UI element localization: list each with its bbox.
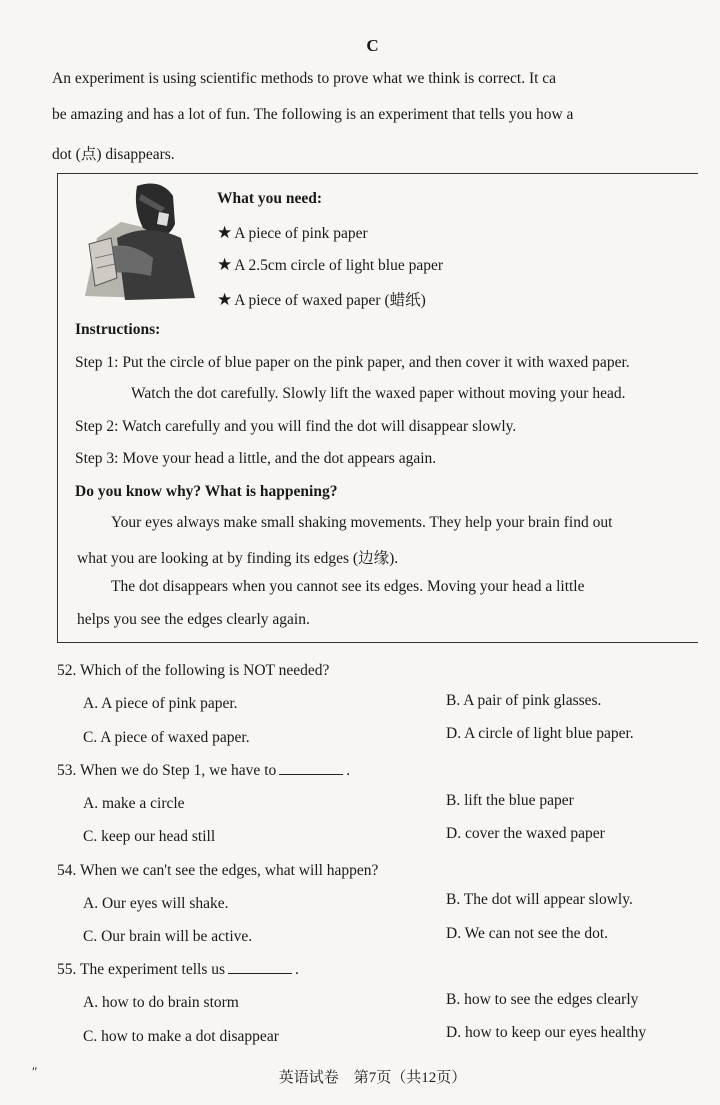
- question-55-option-c[interactable]: C. how to make a dot disappear: [83, 1028, 279, 1045]
- instructions-heading: Instructions:: [75, 321, 161, 338]
- question-53-stem: 53. When we do Step 1, we have to .: [57, 762, 351, 779]
- need-item: ★ A piece of pink paper: [217, 223, 368, 242]
- question-55-option-a[interactable]: A. how to do brain storm: [83, 994, 239, 1011]
- question-52-option-c[interactable]: C. A piece of waxed paper.: [83, 729, 250, 746]
- question-52-option-d[interactable]: D. A circle of light blue paper.: [446, 725, 634, 742]
- page-footer: 英语试卷 第7页（共12页）: [278, 1070, 467, 1086]
- question-53-option-d[interactable]: D. cover the waxed paper: [446, 825, 605, 842]
- question-54-option-c[interactable]: C. Our brain will be active.: [83, 928, 253, 945]
- answer-blank[interactable]: [279, 762, 343, 775]
- question-55-option-d[interactable]: D. how to keep our eyes healthy: [446, 1024, 647, 1041]
- question-54-option-d[interactable]: D. We can not see the dot.: [446, 925, 609, 942]
- question-53-option-b[interactable]: B. lift the blue paper: [446, 792, 574, 809]
- need-item: ★ A 2.5cm circle of light blue paper: [217, 255, 444, 274]
- intro-line: dot (点) disappears.: [52, 146, 175, 163]
- star-icon: ★: [217, 290, 233, 309]
- intro-line: be amazing and has a lot of fun. The following is an experiment that tells you how a: [52, 106, 574, 123]
- question-55-stem: 55. The experiment tells us .: [57, 961, 299, 978]
- question-52-stem: 52. Which of the following is NOT needed?: [57, 662, 330, 679]
- question-54-option-b[interactable]: B. The dot will appear slowly.: [446, 891, 633, 908]
- answer-blank[interactable]: [228, 961, 292, 974]
- step-line: Step 2: Watch carefully and you will find the dot will disappear slowly.: [75, 418, 517, 435]
- need-heading: What you need:: [217, 190, 323, 207]
- explanation-line: The dot disappears when you cannot see its edges. Moving your head a little: [111, 578, 585, 595]
- question-52-option-a[interactable]: A. A piece of pink paper.: [83, 695, 238, 712]
- need-item: ★ A piece of waxed paper (蜡纸): [217, 290, 426, 309]
- intro-line: An experiment is using scientific methods to prove what we think is correct. It ca: [52, 70, 557, 87]
- explanation-line: helps you see the edges clearly again.: [77, 611, 310, 628]
- step-line: Watch the dot carefully. Slowly lift the waxed paper without moving your head.: [131, 385, 626, 402]
- question-53-option-c[interactable]: C. keep our head still: [83, 828, 216, 845]
- question-55-option-b[interactable]: B. how to see the edges clearly: [446, 991, 639, 1008]
- section-letter: C: [366, 36, 379, 55]
- why-heading: Do you know why? What is happening?: [75, 483, 338, 500]
- explanation-line: what you are looking at by finding its edges (边缘).: [77, 550, 399, 567]
- question-54-option-a[interactable]: A. Our eyes will shake.: [83, 895, 229, 912]
- star-icon: ★: [217, 255, 233, 274]
- step-line: Step 1: Put the circle of blue paper on the pink paper, and then cover it with waxed paper.: [75, 354, 630, 371]
- question-54-stem: 54. When we can't see the edges, what will happen?: [57, 862, 379, 879]
- illustration-person-image: [77, 178, 205, 304]
- question-53-option-a[interactable]: A. make a circle: [83, 795, 185, 812]
- explanation-line: Your eyes always make small shaking movements. They help your brain find out: [111, 514, 613, 531]
- star-icon: ★: [217, 223, 233, 242]
- step-line: Step 3: Move your head a little, and the dot appears again.: [75, 450, 437, 467]
- question-52-option-b[interactable]: B. A pair of pink glasses.: [446, 692, 602, 709]
- stray-mark-icon: ″: [32, 1064, 38, 1079]
